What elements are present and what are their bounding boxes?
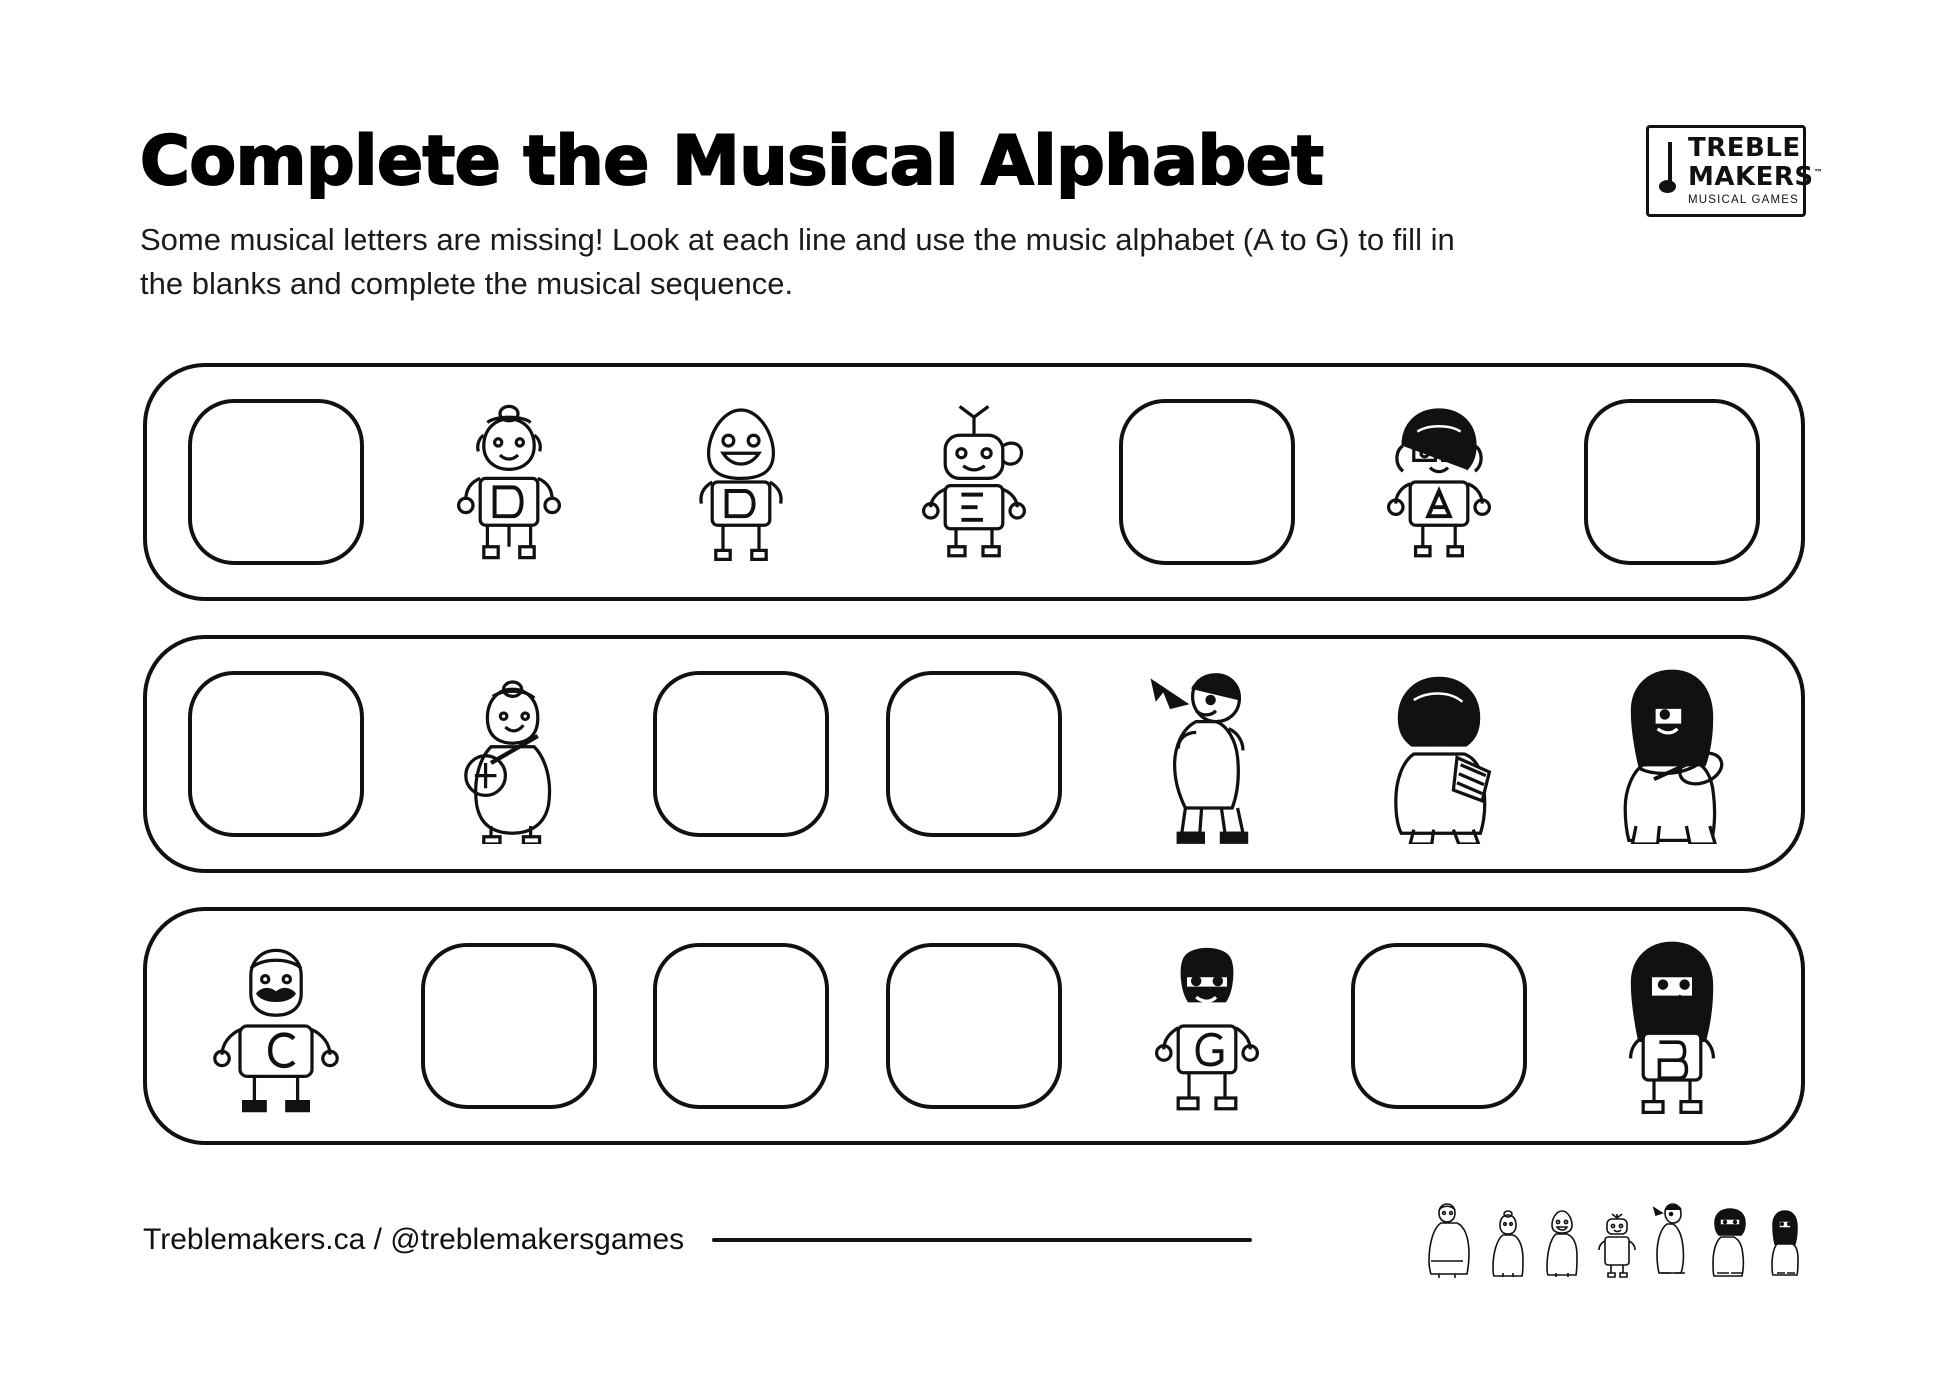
accordion-player-character xyxy=(1349,664,1529,844)
instructions-text: Some musical letters are missing! Look at each line and use the music alphabet (A to G) to fill in the blanks and complete the musical sequence. xyxy=(140,222,1455,302)
character-cell-g xyxy=(1108,933,1306,1119)
robot-character xyxy=(884,392,1064,572)
answer-cell[interactable] xyxy=(642,933,840,1119)
character-cell-e xyxy=(642,389,840,575)
character-cell-banjo xyxy=(410,661,608,847)
character-cell-violin xyxy=(1573,661,1771,847)
worksheet-row-2 xyxy=(143,635,1805,873)
footer-character-7 xyxy=(1765,1209,1805,1279)
footer xyxy=(143,1201,1805,1279)
long-hair-girl-character xyxy=(1582,936,1762,1116)
logo-text xyxy=(1688,135,1823,207)
logo-line-1: TREBLE xyxy=(1688,133,1801,164)
blank-box[interactable] xyxy=(188,399,364,565)
footer-character-2 xyxy=(1485,1209,1531,1279)
answer-cell[interactable] xyxy=(875,933,1073,1119)
character-cell-trumpet xyxy=(1108,661,1306,847)
blank-box[interactable] xyxy=(1351,943,1527,1109)
footer-credit: Treblemakers.ca / @treblemakersgames xyxy=(143,1223,685,1256)
blank-box[interactable] xyxy=(1119,399,1295,565)
logo-line-2 xyxy=(1688,162,1824,193)
character-cell-c xyxy=(177,933,375,1119)
footer-character-5 xyxy=(1649,1203,1695,1279)
footer-character-1 xyxy=(1417,1201,1477,1279)
footer-character-4 xyxy=(1593,1213,1641,1279)
worksheet-row-3 xyxy=(143,907,1805,1145)
page-title: Complete the Musical Alphabet xyxy=(140,122,1324,201)
answer-cell[interactable] xyxy=(1108,389,1306,575)
smiling-kid-character xyxy=(651,392,831,572)
answer-cell[interactable] xyxy=(410,933,608,1119)
blank-box[interactable] xyxy=(421,943,597,1109)
blank-box[interactable] xyxy=(886,943,1062,1109)
footer-character-3 xyxy=(1539,1207,1585,1279)
violin-player-character xyxy=(1582,664,1762,844)
blank-box[interactable] xyxy=(653,671,829,837)
character-cell-accordion xyxy=(1340,661,1538,847)
answer-cell[interactable] xyxy=(875,661,1073,847)
worksheet-rows xyxy=(143,363,1805,1179)
trumpet-player-character xyxy=(1117,664,1297,844)
logo-line-2-text: MAKERS xyxy=(1688,162,1814,193)
answer-cell[interactable] xyxy=(177,389,375,575)
blank-box[interactable] xyxy=(1584,399,1760,565)
character-cell-d xyxy=(410,389,608,575)
chef-girl-character xyxy=(419,392,599,572)
worksheet-row-1 xyxy=(143,363,1805,601)
answer-cell[interactable] xyxy=(1573,389,1771,575)
answer-cell[interactable] xyxy=(642,661,840,847)
header xyxy=(140,122,1660,306)
answer-cell[interactable] xyxy=(177,661,375,847)
glasses-girl-character xyxy=(1349,392,1529,572)
character-cell-a xyxy=(1340,389,1538,575)
blank-box[interactable] xyxy=(653,943,829,1109)
logo-tagline: MUSICAL GAMES xyxy=(1688,194,1800,207)
banjo-player-character xyxy=(419,664,599,844)
character-cell-b xyxy=(1573,933,1771,1119)
music-note-icon xyxy=(1659,142,1681,200)
footer-character-strip xyxy=(1417,1201,1805,1279)
logo-trademark: ™ xyxy=(1813,168,1824,179)
blank-box[interactable] xyxy=(886,671,1062,837)
treblemakers-logo xyxy=(1646,125,1824,217)
footer-character-6 xyxy=(1703,1207,1757,1279)
answer-cell[interactable] xyxy=(1340,933,1538,1119)
blank-box[interactable] xyxy=(188,671,364,837)
sunglasses-character xyxy=(1117,936,1297,1116)
footer-divider xyxy=(712,1238,1252,1242)
mustache-man-character xyxy=(186,936,366,1116)
character-cell-f xyxy=(875,389,1073,575)
